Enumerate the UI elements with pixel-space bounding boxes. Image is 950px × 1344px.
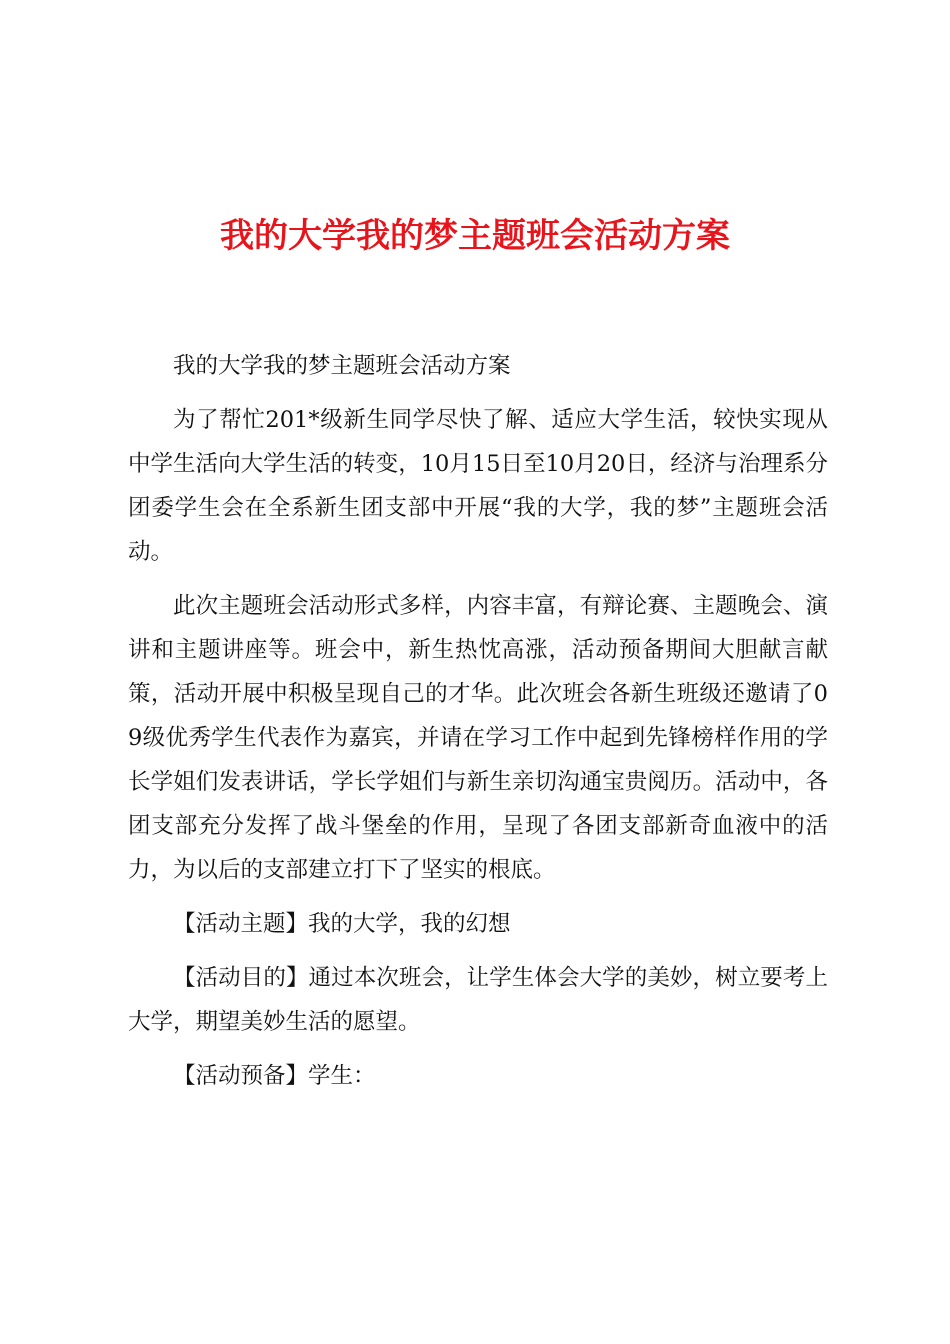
paragraph-activity-purpose: 【活动目的】通过本次班会，让学生体会大学的美妙，树立要考上大学，期望美妙生活的愿望。 xyxy=(128,965,828,1035)
paragraph-activity-preparation: 【活动预备】学生： xyxy=(173,1063,376,1089)
paragraph-description: 此次主题班会活动形式多样，内容丰富，有辩论赛、主题晚会、演讲和主题讲座等。班会中，新生热忱高涨，活动预备期间大胆献言献策，活动开展中积极呈现自己的才华。此次班会各新生班级还邀请了09级优秀学生代表作为嘉宾，并请在学习工作中起到先锋榜样作用的学长学姐们发表讲话，学长学姐们与新生亲切沟通宝贵阅历。活动中，各团支部充分发挥了战斗堡垒的作用，呈现了各团支部新奇血液中的活力，为以后的支部建立打下了坚实的根底。 xyxy=(128,593,828,883)
document-title: 我的大学我的梦主题班会活动方案 xyxy=(220,216,730,256)
paragraph-intro: 为了帮忙201*级新生同学尽快了解、适应大学生活，较快实现从中学生活向大学生活的转变，10月15日至10月20日，经济与治理系分团委学生会在全系新生团支部中开展“我的大学，我的梦”主题班会活动。 xyxy=(128,407,828,565)
paragraph-activity-theme: 【活动主题】我的大学，我的幻想 xyxy=(173,911,511,937)
paragraph-subtitle: 我的大学我的梦主题班会活动方案 xyxy=(173,353,511,379)
document-body xyxy=(128,344,828,1108)
